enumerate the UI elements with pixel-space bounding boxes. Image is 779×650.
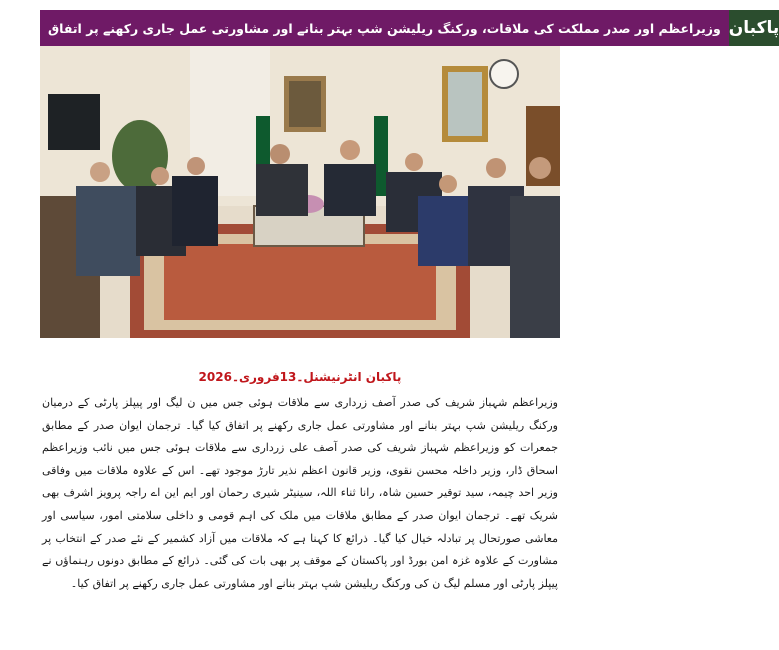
header-bar	[40, 10, 779, 46]
dateline: پاکبان انٹرنیشنل۔13فروری۔2026	[198, 370, 402, 384]
article-body: وزیراعظم شہباز شریف کی صدر آصف زرداری سے ملاقات ہوئی جس میں ن لیگ اور پیپلز پارٹی کے درمیان ورکنگ ریلیشن شپ بہتر بنانے اور مشاورتی عمل جاری رکھنے پر اتفاق کیا گیا۔ ترجمان ایوان صدر کے مطابق جمعرات کو وزیراعظم شہباز شریف کی صدر آصف علی زرداری سے ملاقات ہوئی جس میں نائب وزیراعظم اسحاق ڈار، وزیر داخلہ محسن نقوی، وزیر قانون اعظم نذیر تارڑ موجود تھے۔ اس کے علاوہ ملاقات میں وفاقی وزیر احد چیمہ، سید توقیر حسین شاہ، رانا ثناء اللہ، سینیٹر شیری رحمان اور ایم این اے راجہ پرویز اشرف بھی شریک تھے۔ ترجمان ایوان صدر کے مطابق ملاقات میں ملک کی اہم قومی و داخلی سلامتی امور، سیاسی اور معاشی صورتحال پر تبادلہ خیال کیا گیا۔ ذرائع کا کہنا ہے کہ ملاقات میں آزاد کشمیر کے نئے صدر کے انتخاب پر مشاورت کے علاوہ غزہ امن بورڈ اور پاکستان کے موقف پر بھی بات کی گئی۔ ذرائع کے مطابق دونوں رہنماؤں نے پیپلز پارٹی اور مسلم لیگ ن کی ورکنگ ریلیشن شپ بہتر بنانے اور مشاورتی عمل جاری رکھنے پر اتفاق کیا۔	[42, 396, 558, 590]
brand-logo: پاکبان	[729, 10, 779, 46]
headline: وزیراعظم اور صدر مملکت کی ملاقات، ورکنگ ریلیشن شپ بہتر بنانے اور مشاورتی عمل جاری رکھنے پر اتفاق	[40, 10, 729, 46]
meeting-photo-icon	[40, 46, 560, 338]
meeting-photo	[40, 46, 560, 338]
